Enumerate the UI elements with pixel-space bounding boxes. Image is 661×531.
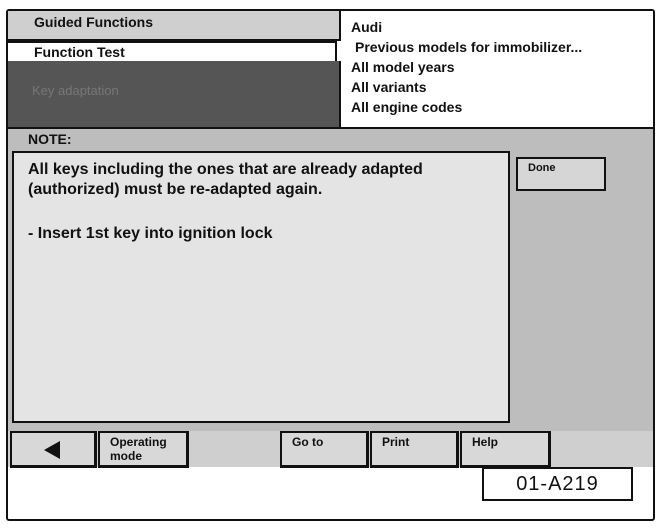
vehicle-make: Audi (351, 19, 383, 35)
operating-mode-label-1: Operating (110, 435, 167, 449)
print-button[interactable] (370, 431, 459, 468)
back-arrow-icon (44, 441, 60, 459)
help-label: Help (472, 435, 499, 449)
operating-mode-label-2: mode (110, 449, 143, 463)
message-line-3: - Insert 1st key into ignition lock (28, 225, 273, 242)
function-test-row[interactable] (8, 41, 337, 63)
message-box (12, 151, 510, 423)
vehicle-info-panel (341, 11, 653, 127)
vehicle-model: Previous models for immobilizer... (355, 39, 583, 55)
done-label: Done (528, 162, 556, 174)
figure-code-box (482, 467, 633, 501)
operating-mode-button[interactable] (98, 431, 189, 468)
vehicle-engine-codes: All engine codes (351, 99, 463, 115)
guided-functions-header (8, 11, 341, 41)
note-label: NOTE: (28, 131, 72, 147)
vehicle-variants: All variants (351, 79, 427, 95)
figure-code: 01-A219 (516, 473, 599, 495)
message-line-1: All keys including the ones that are already adapted (28, 161, 423, 178)
key-adaptation-label: Key adaptation (32, 83, 119, 98)
help-button[interactable] (460, 431, 551, 468)
guided-functions-title: Guided Functions (34, 14, 153, 30)
back-button[interactable] (10, 431, 97, 468)
note-panel (8, 127, 653, 433)
go-to-label: Go to (292, 435, 324, 449)
vehicle-model-years: All model years (351, 59, 455, 75)
go-to-button[interactable] (280, 431, 369, 468)
bottom-toolbar (8, 431, 653, 467)
print-label: Print (382, 435, 410, 449)
function-test-label: Function Test (34, 44, 125, 60)
message-line-2: (authorized) must be re-adapted again. (28, 181, 323, 198)
key-adaptation-row[interactable] (8, 61, 341, 127)
done-button[interactable] (516, 157, 606, 191)
diagnostic-window (6, 9, 655, 521)
